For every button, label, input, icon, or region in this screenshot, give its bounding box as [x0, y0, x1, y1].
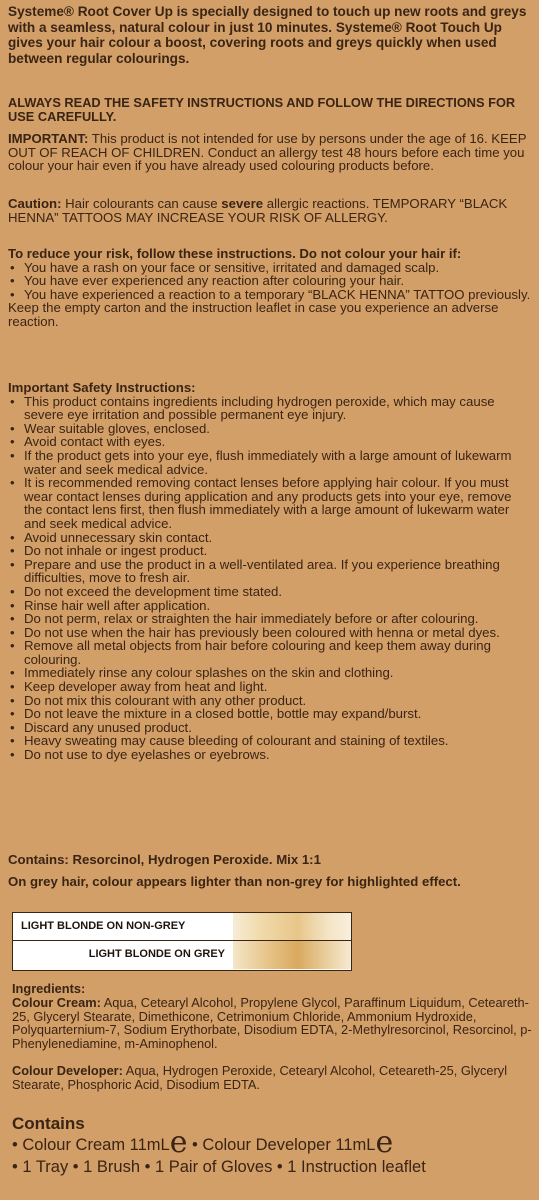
swatch-row-grey [13, 941, 351, 969]
important-label: IMPORTANT: [8, 131, 89, 146]
colour-cream-label: Colour Cream: [12, 994, 101, 1010]
safety-list [8, 395, 533, 762]
contains-line-1 [12, 1125, 394, 1160]
list-item: • Keep developer away from heat and light. [8, 680, 533, 694]
list-item: • Heavy sweating may cause bleeding of colourant and staining of textiles. [8, 734, 533, 748]
colour-developer-label: Colour Developer: [12, 1062, 123, 1078]
list-item: • Do not inhale or ingest product. [8, 544, 533, 558]
hair-swatch-image [233, 913, 351, 940]
caution-text-b: allergic reactions. TEMPORARY “BLACK HENNA” TATTOOS MAY INCREASE YOUR RISK OF ALLERGY. [8, 196, 508, 225]
contains-chemicals: Contains: Resorcinol, Hydrogen Peroxide. Mix 1:1 [8, 852, 321, 867]
risk-section [8, 247, 533, 329]
list-item: • Prepare and use the product in a well-ventilated area. If you experience breathing difficulties, move to fresh air. [8, 558, 533, 585]
list-item: • If the product gets into your eye, flush immediately with a large amount of lukewarm water and seek medical advice. [8, 449, 533, 476]
list-item: • Avoid unnecessary skin contact. [8, 531, 533, 545]
list-item: • Avoid contact with eyes. [8, 435, 533, 449]
list-item: • Rinse hair well after application. [8, 599, 533, 613]
contains-title: Contains [12, 1114, 85, 1133]
list-item: • It is recommended removing contact lenses before applying hair colour. If you must wear contact lenses during application and any products gets into your eye, remove the contact lens first, then flush immediately with a large amount of lukewarm water and seek medical advice. [8, 476, 533, 530]
list-item: • This product contains ingredients including hydrogen peroxide, which may cause severe eye irritation and possible permanent eye injury. [8, 395, 533, 422]
list-item: • You have ever experienced any reaction after colouring your hair. [8, 274, 533, 288]
list-item: • Immediately rinse any colour splashes on the skin and clothing. [8, 666, 533, 680]
important-notice [8, 132, 533, 173]
colour-developer-text: Aqua, Hydrogen Peroxide, Cetearyl Alcohol, Ceteareth-25, Glyceryl Stearate, Phosphoric Acid, Disodium EDTA. [12, 1062, 508, 1092]
intro-text: Systeme® Root Cover Up is specially designed to touch up new roots and greys with a seamless, natural colour in just 10 minutes. Systeme® Root Touch Up gives your hair colour a boost, covering roots and greys quickly when used between regular colourings. [8, 4, 527, 66]
list-item: • Do not exceed the development time stated. [8, 585, 533, 599]
ingredients-section [12, 982, 533, 1092]
risk-list [8, 261, 533, 302]
safety-heading: Important Safety Instructions: [8, 380, 196, 395]
list-item: • You have a rash on your face or sensitive, irritated and damaged scalp. [8, 261, 533, 275]
estimated-e-mark-icon: e [169, 1125, 188, 1160]
list-item: • Do not use when the hair has previously been coloured with henna or metal dyes. [8, 626, 533, 640]
swatch-label: LIGHT BLONDE ON GREY [13, 941, 233, 969]
caution-label: Caution: [8, 196, 62, 211]
swatch-label: LIGHT BLONDE ON NON-GREY [13, 913, 233, 940]
list-item: • Do not perm, relax or straighten the hair immediately before or after colouring. [8, 612, 533, 626]
list-item: • Do not leave the mixture in a closed bottle, bottle may expand/burst. [8, 707, 533, 721]
list-item: • Do not mix this colourant with any other product. [8, 694, 533, 708]
important-text: This product is not intended for use by persons under the age of 16. KEEP OUT OF REACH OF CHILDREN. Conduct an allergy test 48 hours before each time you colour your hair even if you have already used colouring products before. [8, 131, 527, 174]
list-item: • Discard any unused product. [8, 721, 533, 735]
list-item: • You have experienced a reaction to a temporary “BLACK HENNA” TATTOO previously. [8, 288, 533, 302]
estimated-e-mark-icon: e [375, 1125, 394, 1160]
colour-developer-ingredients [12, 1064, 533, 1092]
colour-swatch-chart [12, 912, 352, 971]
contains-line-2: • 1 Tray • 1 Brush • 1 Pair of Gloves • 1 Instruction leaflet [12, 1158, 426, 1176]
caution-notice [8, 197, 533, 224]
contains-developer: • Colour Developer 11mL [187, 1136, 376, 1154]
grey-hair-note: On grey hair, colour appears lighter than non-grey for highlighted effect. [8, 874, 461, 889]
contains-cream: • Colour Cream 11mL [12, 1136, 170, 1154]
colour-cream-ingredients [12, 996, 533, 1051]
risk-heading: To reduce your risk, follow these instructions. Do not colour your hair if: [8, 246, 462, 261]
ingredients-heading: Ingredients: [12, 981, 86, 996]
risk-footer: Keep the empty carton and the instruction leaflet in case you experience an adverse reaction. [8, 300, 499, 329]
list-item: • Remove all metal objects from hair before colouring and keep them away during colouring. [8, 639, 533, 666]
caution-text-a: Hair colourants can cause [61, 196, 222, 211]
colour-cream-text: Aqua, Cetearyl Alcohol, Propylene Glycol, Paraffinum Liquidum, Ceteareth-25, Glyceryl Stearate, Dimethicone, Cetrimonium Chloride, Ammonium Hydroxide, Polyquarternium-7, Sodium Erythorbate, Disodium EDTA, 2-Methylresorcinol, Resorcinol, p-Phenylenediamine, m-Aminophenol. [12, 994, 532, 1052]
list-item: • Do not use to dye eyelashes or eyebrows. [8, 748, 533, 762]
swatch-row-non-grey [13, 913, 351, 941]
safety-section [8, 381, 533, 762]
caution-severe: severe [221, 196, 264, 211]
safety-warning-heading: ALWAYS READ THE SAFETY INSTRUCTIONS AND FOLLOW THE DIRECTIONS FOR USE CAREFULLY. [8, 95, 516, 124]
list-item: • Wear suitable gloves, enclosed. [8, 422, 533, 436]
hair-swatch-image [233, 941, 351, 969]
